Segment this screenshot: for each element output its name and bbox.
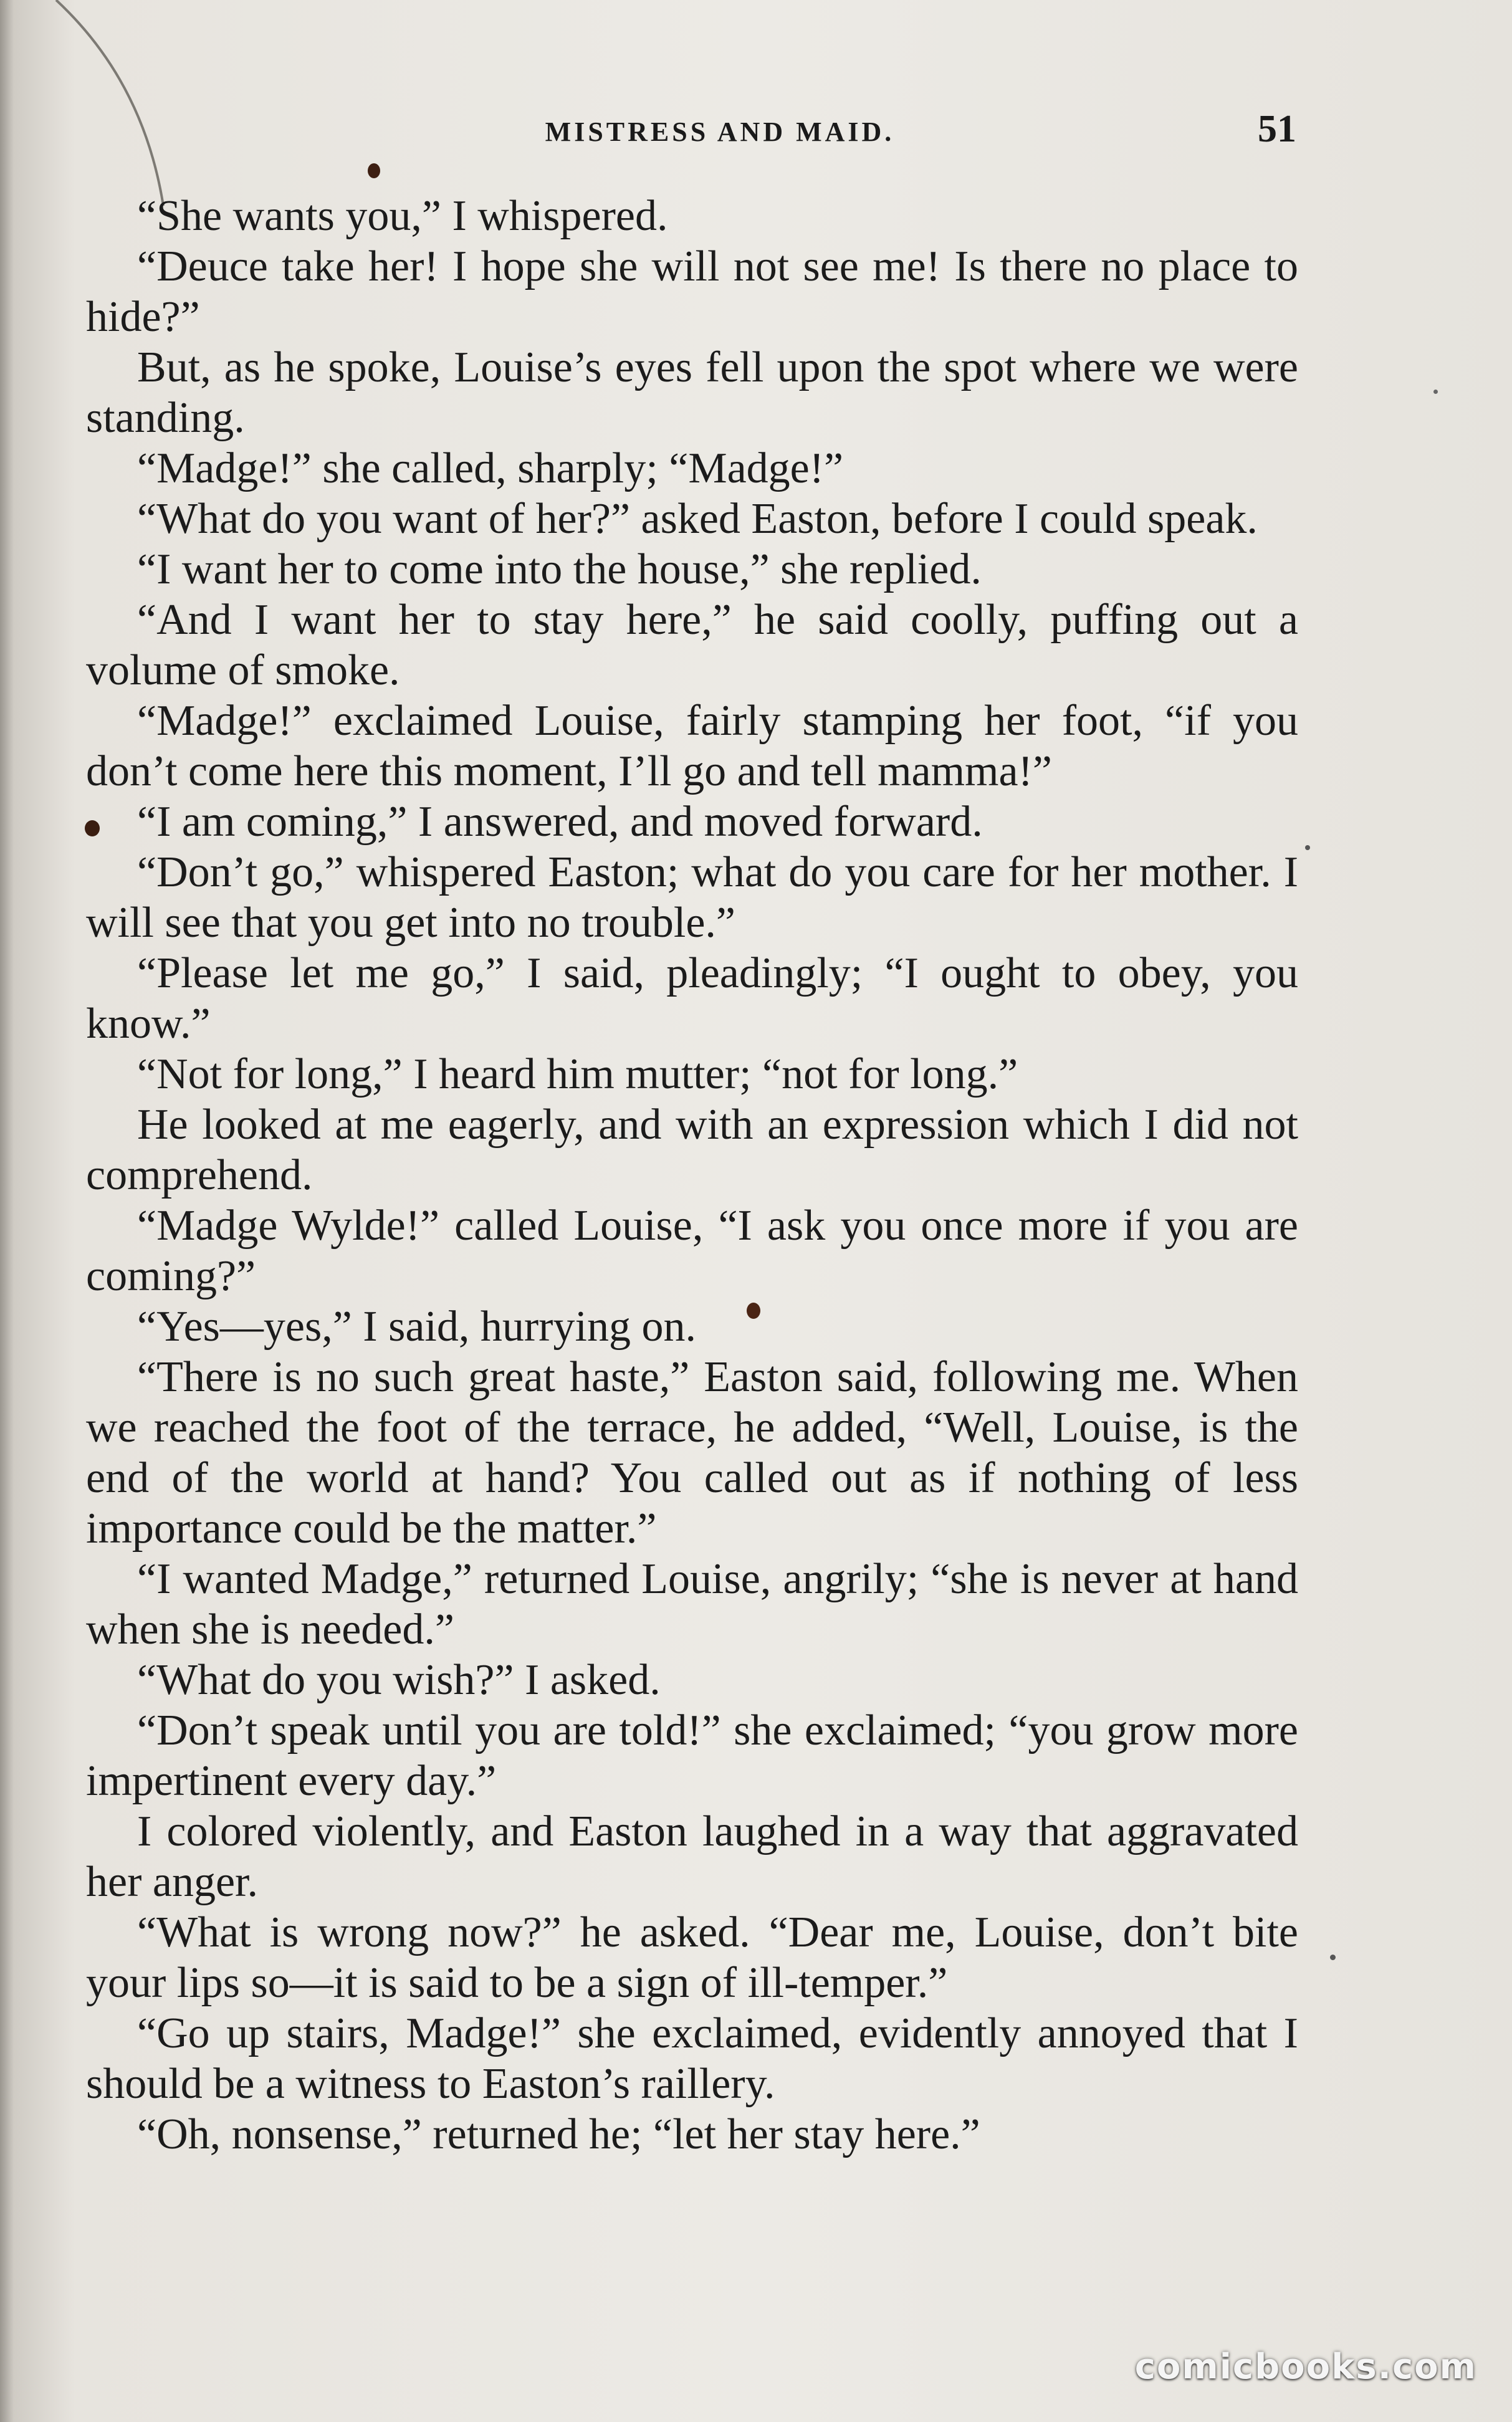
page-number: 51 [1258, 108, 1296, 150]
running-head: MISTRESS AND MAID. [545, 117, 895, 147]
paragraph: “Madge!” she called, sharply; “Madge!” [137, 444, 844, 492]
paragraph: “Madge!” exclaimed Louise, fairly stamping her foot, “if you don’t come here this moment, I’ll go and tell mamma!” [86, 697, 1298, 795]
page-header [87, 107, 1296, 157]
paragraph: “What is wrong now?” he asked. “Dear me, Louise, don’t bite your lips so—it is said to be a sign of ill-temper.” [86, 1908, 1298, 2007]
paragraph: But, as he spoke, Louise’s eyes fell upon the spot where we were standing. [86, 343, 1298, 442]
paragraph: “Madge Wylde!” called Louise, “I ask you once more if you are coming?” [86, 1202, 1298, 1300]
paragraph: “And I want her to stay here,” he said coolly, puffing out a volume of smoke. [86, 596, 1298, 694]
paragraph: “Deuce take her! I hope she will not see me! Is there no place to hide?” [86, 242, 1298, 341]
paragraph: “What do you wish?” I asked. [137, 1656, 661, 1704]
paragraph: “Yes—yes,” I said, hurrying on. [137, 1303, 696, 1351]
paragraph: “There is no such great haste,” Easton said, following me. When we reached the foot of the terrace, he added, “Well, Louise, is the end of the world at hand? You called out as if nothing of less importance could be the matter.” [86, 1353, 1298, 1553]
paper-speck [1330, 1955, 1336, 1960]
paragraph: “Oh, nonsense,” returned he; “let her stay here.” [137, 2110, 980, 2158]
paragraph: “Not for long,” I heard him mutter; “not for long.” [137, 1050, 1018, 1098]
paragraph: I colored violently, and Easton laughed in a way that aggravated her anger. [86, 1807, 1298, 1906]
paragraph: “Please let me go,” I said, pleadingly; “I ought to obey, you know.” [86, 949, 1298, 1048]
paragraph: “She wants you,” I whispered. [137, 192, 668, 240]
paper-speck [1305, 845, 1310, 850]
paper-speck [1433, 390, 1438, 394]
paragraph: “What do you want of her?” asked Easton, before I could speak. [137, 495, 1258, 543]
paragraph: “I wanted Madge,” returned Louise, angrily; “she is never at hand when she is needed.” [86, 1555, 1298, 1654]
body-text [86, 191, 1298, 2160]
paragraph: “Don’t speak until you are told!” she exclaimed; “you grow more impertinent every day.” [86, 1706, 1298, 1805]
paragraph: “I am coming,” I answered, and moved forward. [137, 798, 983, 846]
paragraph: “Don’t go,” whispered Easton; what do you care for her mother. I will see that you get into no trouble.” [86, 848, 1298, 947]
paragraph: “Go up stairs, Madge!” she exclaimed, evidently annoyed that I should be a witness to Easton’s raillery. [86, 2009, 1298, 2108]
ink-stain [368, 163, 380, 178]
paragraph: He looked at me eagerly, and with an expression which I did not comprehend. [86, 1101, 1298, 1199]
watermark: comicbooks.com [1134, 2347, 1477, 2387]
paragraph: “I want her to come into the house,” she replied. [137, 545, 982, 593]
